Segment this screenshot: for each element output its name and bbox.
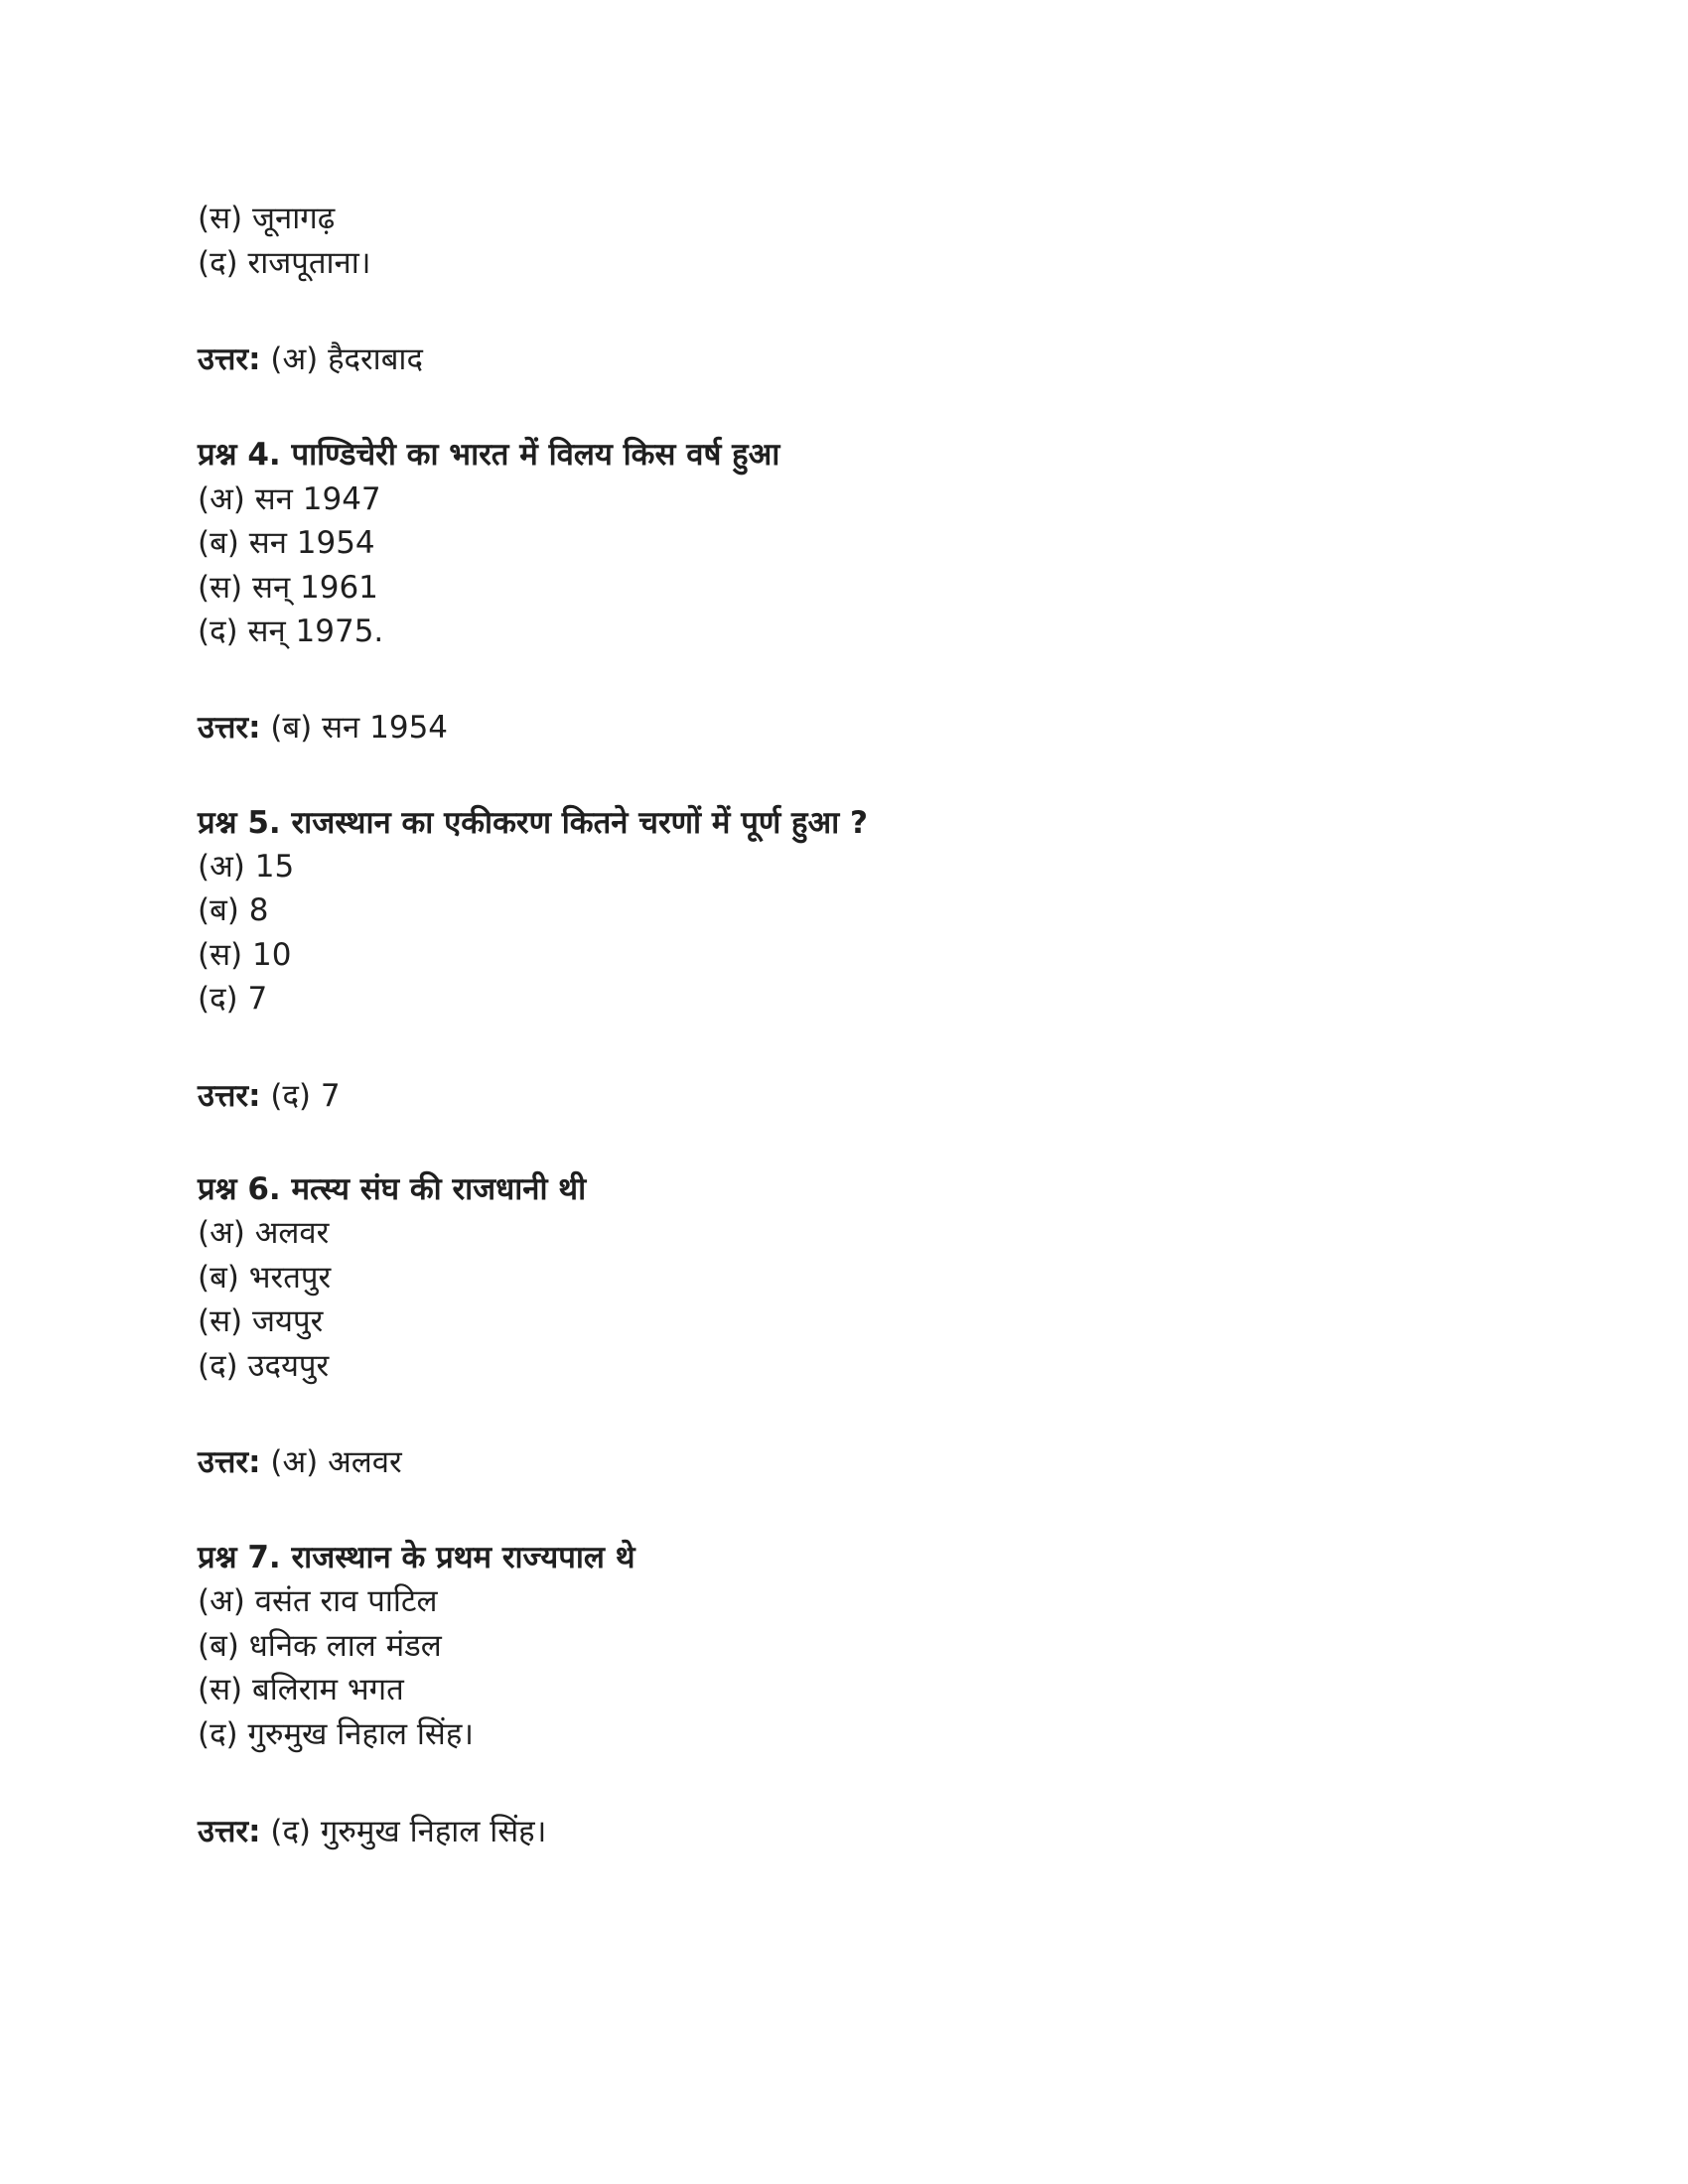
option-line: (ब) 8 (198, 892, 269, 928)
option-line (198, 199, 335, 238)
option-label: (स) (198, 201, 243, 236)
option-line: (अ) 15 (198, 849, 295, 885)
option-line: (स) जयपुर (198, 1303, 324, 1339)
option-line: (स) 10 (198, 937, 292, 973)
option-line: (अ) सन 1947 (198, 481, 381, 517)
answer-text: (द) गुरुमुख निहाल सिंह। (270, 1814, 547, 1849)
answer-line (198, 1442, 402, 1482)
question-title: प्रश्न 5. राजस्थान का एकीकरण कितने चरणों में पूर्ण हुआ ? (198, 805, 868, 841)
option-text: जूनागढ़ (252, 201, 336, 236)
answer-line (198, 708, 448, 748)
option-line: (अ) वसंत राव पाटिल (198, 1583, 438, 1619)
option-line: (अ) अलवर (198, 1215, 330, 1251)
answer-label: उत्तर: (198, 1444, 261, 1480)
option-line: (द) उदयपुर (198, 1348, 330, 1384)
option-line: (स) सन् 1961 (198, 570, 378, 606)
answer-text: (द) 7 (270, 1078, 341, 1114)
option-text: राजपूताना। (247, 245, 371, 281)
option-line: (ब) भरतपुर (198, 1260, 332, 1296)
answer-label: उत्तर: (198, 1078, 261, 1114)
option-line: (द) 7 (198, 981, 268, 1017)
answer-line (198, 340, 423, 379)
answer-text: (अ) हैदराबाद (270, 341, 423, 377)
option-line (198, 243, 371, 283)
option-line: (द) सन् 1975. (198, 614, 384, 649)
answer-label: उत्तर: (198, 1814, 261, 1849)
option-line: (ब) धनिक लाल मंडल (198, 1628, 442, 1664)
answer-text: (अ) अलवर (270, 1444, 402, 1480)
option-line: (द) गुरुमुख निहाल सिंह। (198, 1716, 475, 1752)
answer-line (198, 1812, 546, 1851)
answer-text: (ब) सन 1954 (270, 710, 449, 746)
option-line: (ब) सन 1954 (198, 525, 375, 561)
question-title: प्रश्न 7. राजस्थान के प्रथम राज्यपाल थे (198, 1540, 635, 1575)
answer-label: उत्तर: (198, 341, 261, 377)
question-title: प्रश्न 4. पाण्डिचेरी का भारत में विलय किस वर्ष हुआ (198, 437, 780, 473)
answer-label: उत्तर: (198, 710, 261, 746)
answer-line (198, 1076, 341, 1116)
option-label: (द) (198, 245, 238, 281)
option-line: (स) बलिराम भगत (198, 1672, 404, 1707)
question-title: प्रश्न 6. मत्स्य संघ की राजधानी थी (198, 1171, 587, 1207)
